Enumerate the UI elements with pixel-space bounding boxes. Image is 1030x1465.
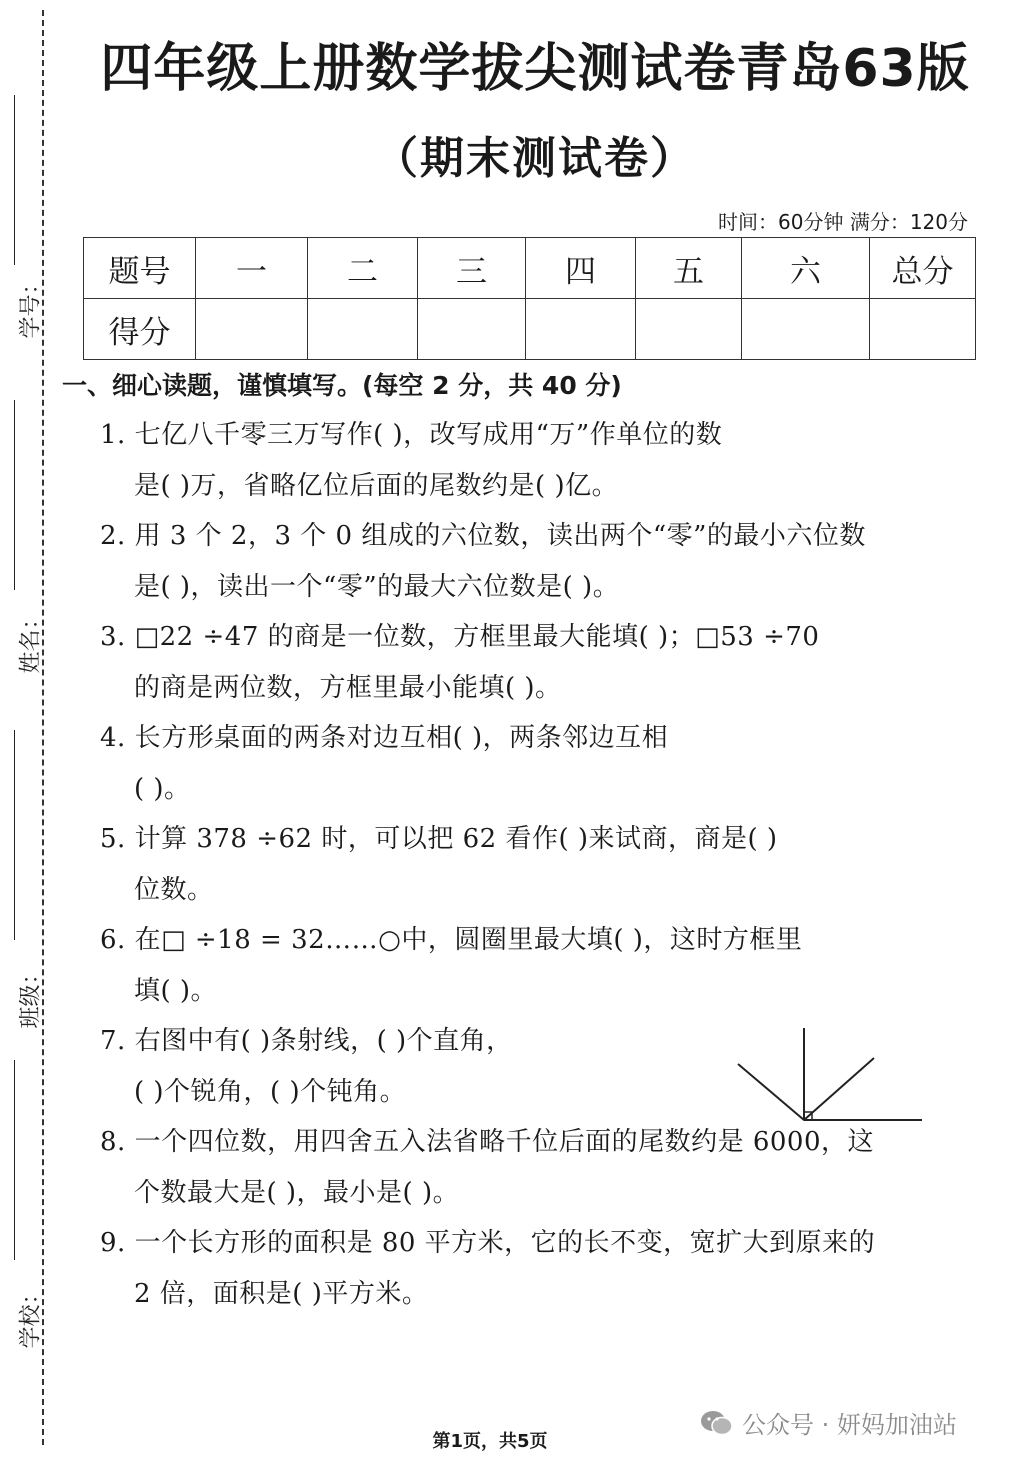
question-item: [100, 1218, 930, 1320]
watermark-text: 公众号 · 妍妈加油站: [742, 1411, 957, 1439]
table-header-cell: 四: [526, 238, 636, 299]
name-label: 姓名：: [18, 607, 44, 674]
question-item: [100, 410, 930, 512]
right-ray: [804, 1058, 874, 1120]
score-table-score-row: [84, 299, 976, 360]
score-cell[interactable]: [526, 299, 636, 360]
question-line: 5. 计算 378 ÷62 时，可以把 62 看作( )来试商，商是( ): [100, 824, 778, 854]
question-line: 的商是两位数，方框里最小能填( )。: [134, 673, 562, 703]
question-line: 1. 七亿八千零三万写作( )，改写成用“万”作单位的数: [100, 420, 723, 450]
table-header-cell: 六: [742, 238, 870, 299]
question-line: 6. 在□ ÷18 = 32……○中，圆圈里最大填( )，这时方框里: [100, 925, 803, 955]
question-line: 3. □22 ÷47 的商是一位数，方框里最大能填( )；□53 ÷70: [100, 622, 820, 652]
table-header-cell: 题号: [84, 238, 196, 299]
school-label: 学校：: [18, 1282, 44, 1349]
rays-angle-figure: [736, 1026, 926, 1130]
question-line: 填( )。: [134, 976, 218, 1006]
question-line: 位数。: [134, 875, 214, 905]
student-id-rule: [14, 95, 15, 265]
score-cell[interactable]: [196, 299, 308, 360]
question-item: [100, 511, 930, 613]
table-header-cell: 二: [308, 238, 418, 299]
table-header-cell: 总分: [870, 238, 976, 299]
score-cell[interactable]: [742, 299, 870, 360]
page-number: 第1页，共5页: [432, 1431, 548, 1452]
question-line: 个数最大是( )，最小是( )。: [134, 1178, 460, 1208]
table-header-cell: 五: [636, 238, 742, 299]
score-table-header-row: [84, 238, 976, 299]
question-line: 8. 一个四位数，用四舍五入法省略千位后面的尾数约是 6000，这: [100, 1127, 875, 1157]
exam-meta: 时间：60分钟 满分：120分: [718, 210, 968, 234]
question-item: [100, 814, 930, 916]
left-ray: [738, 1064, 804, 1120]
question-line: 是( )，读出一个“零”的最大六位数是( )。: [134, 572, 620, 602]
question-line: ( )个锐角，( )个钝角。: [134, 1077, 407, 1107]
question-item: [100, 1117, 930, 1219]
question-line: 7. 右图中有( )条射线，( )个直角，: [100, 1026, 513, 1056]
student-id-label: 学号：: [18, 272, 44, 339]
question-line: ( )。: [134, 774, 191, 804]
question-item: [100, 612, 930, 714]
name-rule: [14, 400, 15, 590]
question-line: 4. 长方形桌面的两条对边互相( )，两条邻边互相: [100, 723, 669, 753]
table-header-cell: 一: [196, 238, 308, 299]
section-heading: 一、细心读题，谨慎填写。(每空 2 分，共 40 分): [62, 371, 622, 400]
table-header-cell: 三: [418, 238, 526, 299]
score-table: [83, 237, 976, 360]
cut-line: [42, 10, 44, 1445]
question-line: 9. 一个长方形的面积是 80 平方米，它的长不变，宽扩大到原来的: [100, 1228, 876, 1258]
question-line: 2 倍，面积是( )平方米。: [134, 1279, 429, 1309]
page-title: 四年级上册数学拔尖测试卷青岛63版: [100, 39, 970, 99]
score-cell[interactable]: [418, 299, 526, 360]
watermark: [700, 1405, 957, 1440]
score-cell[interactable]: [636, 299, 742, 360]
question-line: 2. 用 3 个 2，3 个 0 组成的六位数，读出两个“零”的最小六位数: [100, 521, 866, 551]
score-cell[interactable]: [870, 299, 976, 360]
question-item: [100, 915, 930, 1017]
question-line: 是( )万，省略亿位后面的尾数约是( )亿。: [134, 471, 619, 501]
question-item: [100, 713, 930, 815]
table-row-label: 得分: [84, 299, 196, 360]
wechat-icon: [700, 1409, 734, 1437]
binding-margin: [0, 0, 60, 1465]
school-rule: [14, 1060, 15, 1260]
class-label: 班级：: [18, 962, 44, 1029]
class-rule: [14, 730, 15, 940]
score-cell[interactable]: [308, 299, 418, 360]
page-subtitle: （期末测试卷）: [374, 133, 696, 184]
